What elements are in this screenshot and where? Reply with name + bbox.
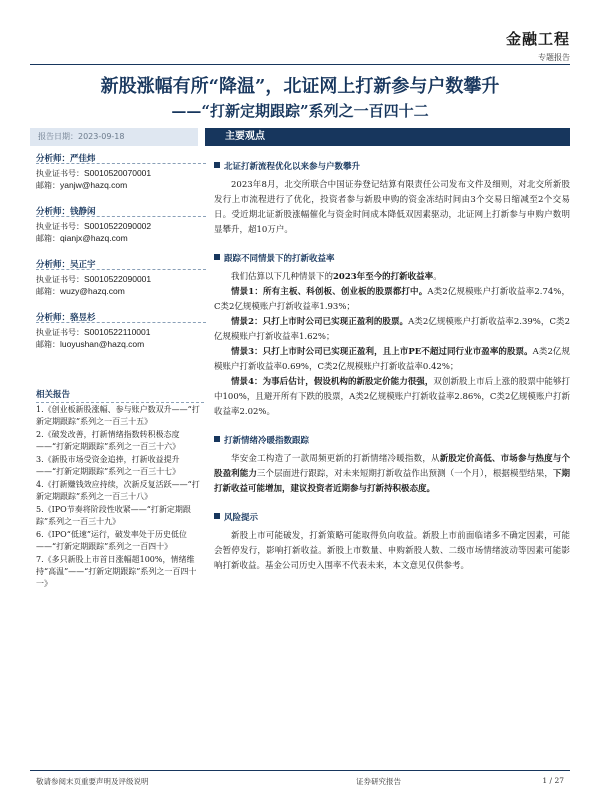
related-report-item[interactable]: 4.《打新赚钱效应持续，次新反复活跃——“打新定期跟踪”系列之一百三十八》 bbox=[36, 480, 200, 501]
bullet-square-icon bbox=[214, 513, 220, 519]
document-type: 专题报告 bbox=[538, 53, 570, 62]
report-title: 新股涨幅有所“降温”，北证网上打新参与户数攀升 bbox=[100, 76, 500, 97]
related-report-item[interactable]: 1.《创业板新股涨幅、参与账户数双升——“打新定期跟踪”系列之一百三十五》 bbox=[36, 405, 200, 426]
report-subtitle: ——“打新定期跟踪”系列之一百四十二 bbox=[171, 102, 429, 120]
related-report-item[interactable]: 2.《破发改善，打新情绪指数转积极态度——“打新定期跟踪”系列之一百三十六》 bbox=[36, 430, 181, 451]
scenario-item: 情景2：只打上市时公司已实现正盈利的股票。A类2亿规模账户打新收益率2.39%，C类2亿规模账户打新收益率1.62%； bbox=[214, 317, 570, 342]
report-date: 报告日期：2023-09-18 bbox=[30, 128, 198, 146]
section-body: 华安金工构造了一款周频更新的打新情绪冷暖指数，从新股定价高低、市场参与热度与个股盈利能力三个层面进行跟踪，对未来短期打新收益作出预测（一个月），根据模型结果，下期打新收益可能增加，建议投资者近期参与打新持积极态度。 bbox=[214, 454, 570, 494]
related-reports-list bbox=[36, 404, 204, 591]
section-body: 2023年8月，北交所联合中国证券登记结算有限责任公司发布文件及细则，对北交所新股发行上市流程进行了优化，投资者参与新股申购的资金冻结时间由3个交易日缩减至2个交易日。受近期北证新股涨幅催化与资金时间成本降低双因素驱动，北证网上打新参与申购户数明显攀升，超10万户。 bbox=[214, 180, 570, 235]
bullet-square-icon bbox=[214, 254, 220, 260]
analyst-cert: 执业证书号：S0010520070001 bbox=[36, 168, 152, 178]
analyst-cert: 执业证书号：S0010522090002 bbox=[36, 221, 152, 231]
analyst-name: 分析师：骆昱杉 bbox=[36, 311, 206, 323]
bullet-square-icon bbox=[214, 436, 220, 442]
section-heading: 打新情绪冷暖指数跟踪 bbox=[214, 434, 570, 448]
related-report-item[interactable]: 3.《新股市场受资金追捧，打新收益提升——“打新定期跟踪”系列之一百三十七》 bbox=[36, 455, 181, 476]
page-number: 1 / 27 bbox=[542, 776, 564, 785]
analyst-cert: 执业证书号：S0010522090001 bbox=[36, 274, 152, 284]
analyst-sidebar bbox=[36, 152, 206, 364]
analyst-name: 分析师：严佳炜 bbox=[36, 152, 206, 164]
footer-rule bbox=[30, 770, 570, 771]
section-title-bar: 主要观点 bbox=[205, 128, 570, 146]
analyst-cert: 执业证书号：S0010522110001 bbox=[36, 327, 151, 337]
analyst-email[interactable]: 邮箱：qianjx@hazq.com bbox=[36, 233, 128, 243]
scenario-intro: 我们估算以下几种情景下的2023年至今的打新收益率。 bbox=[231, 272, 442, 282]
analyst-email[interactable]: 邮箱：wuzy@hazq.com bbox=[36, 286, 125, 296]
brand-title: 金融工程 bbox=[505, 30, 570, 48]
footer-disclaimer: 敬请参阅末页重要声明及评级说明 bbox=[36, 777, 149, 786]
analyst-card bbox=[36, 205, 206, 244]
header-rule bbox=[30, 64, 570, 65]
main-viewpoints bbox=[214, 160, 570, 574]
related-report-item[interactable]: 7.《多只新股上市首日涨幅超100%，情绪维持“高温”——“打新定期跟踪”系列之一百四十一》 bbox=[36, 555, 197, 588]
scenario-item: 情景1：所有主板、科创板、创业板的股票都打中。A类2亿规模账户打新收益率2.74%，C类2亿规模账户打新收益率1.93%； bbox=[214, 287, 570, 312]
analyst-card bbox=[36, 258, 206, 297]
footer-label: 证券研究报告 bbox=[356, 777, 401, 786]
scenario-item: 情景4：为事后估计，假设机构的新股定价能力很强，双创新股上市后上涨的股票中能够打中100%，且避开所有下跌的股票，A类2亿规模账户打新收益率2.86%，C类2亿规模账户打新收益率2.02%。 bbox=[214, 377, 570, 417]
analyst-card bbox=[36, 152, 206, 191]
section-body: 新股上市可能破发，打新策略可能取得负向收益。新股上市前面临诸多不确定因素，可能会暂停发行，影响打新收益。新股上市数量、申购新股人数、二级市场情绪波动等因素可能影响打新收益。基金公司历史入围率不代表未来，本文意见仅供参考。 bbox=[214, 531, 570, 571]
analyst-email[interactable]: 邮箱：yanjw@hazq.com bbox=[36, 180, 128, 190]
analyst-name: 分析师：吴正宇 bbox=[36, 258, 206, 270]
related-report-item[interactable]: 6.《IPO“低速”运行，破发率处于历史低位——“打新定期跟踪”系列之一百四十》 bbox=[36, 530, 187, 551]
analyst-email[interactable]: 邮箱：luoyushan@hazq.com bbox=[36, 339, 145, 349]
related-report-item[interactable]: 5.《IPO节奏将阶段性收紧——“打新定期跟踪”系列之一百三十九》 bbox=[36, 505, 191, 526]
scenario-item: 情景3：只打上市时公司已实现正盈利，且上市PE不超过同行业市盈率的股票。A类2亿规模账户打新收益率0.69%，C类2亿规模账户打新收益率0.42%； bbox=[214, 347, 570, 372]
section-heading: 跟踪不同情景下的打新收益率 bbox=[214, 252, 570, 266]
bullet-square-icon bbox=[214, 162, 220, 168]
section-heading: 北证打新流程优化以来参与户数攀升 bbox=[214, 160, 570, 174]
section-heading: 风险提示 bbox=[214, 511, 570, 525]
analyst-card bbox=[36, 311, 206, 350]
analyst-name: 分析师：钱静闲 bbox=[36, 205, 206, 217]
related-reports-heading: 相关报告 bbox=[36, 388, 204, 403]
